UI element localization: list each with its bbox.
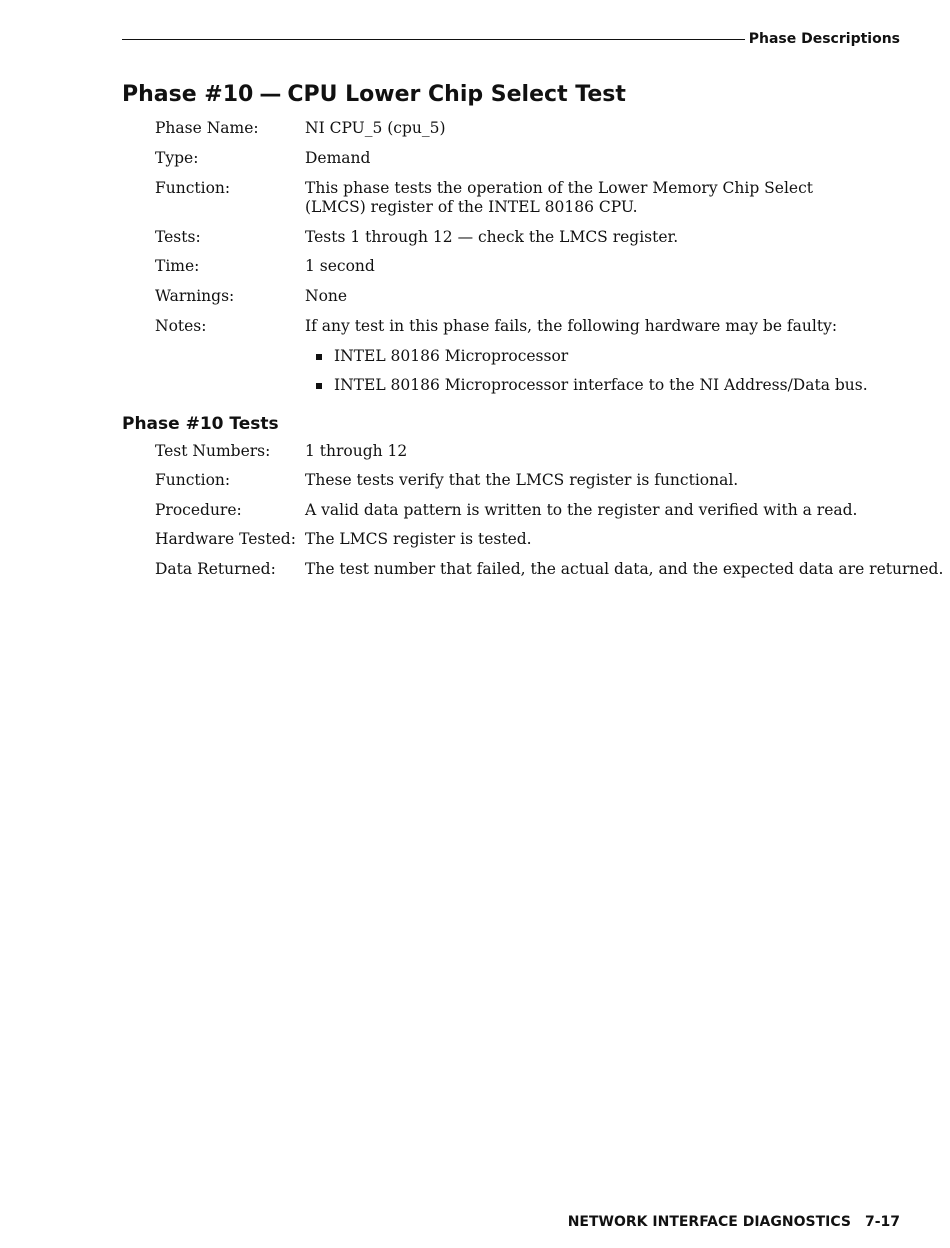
running-header: [122, 28, 900, 50]
footer-section: NETWORK INTERFACE DIAGNOSTICS: [567, 1214, 851, 1230]
field-label: Phase Name:: [155, 119, 259, 137]
header-section-title: Phase Descriptions: [748, 31, 900, 47]
field-value: The LMCS register is tested.: [305, 530, 532, 548]
field-row-function: [155, 179, 915, 217]
page-number: 7-17: [864, 1214, 900, 1230]
page-footer: [568, 1214, 900, 1230]
phase-title: CPU Lower Chip Select Test: [287, 82, 626, 107]
list-item: [305, 376, 868, 395]
square-bullet-icon: [316, 354, 322, 360]
field-label: Type:: [155, 149, 199, 167]
field-label: Tests:: [155, 228, 201, 246]
field-row-time: [155, 257, 915, 276]
phase-heading: [122, 82, 626, 107]
square-bullet-icon: [316, 383, 322, 389]
field-label: Time:: [155, 257, 200, 275]
field-row-warnings: [155, 287, 915, 306]
phase-number-label: Phase #10: [122, 82, 254, 107]
field-label: Procedure:: [155, 501, 242, 519]
field-value: 1 through 12: [305, 442, 408, 460]
header-rule: [122, 39, 745, 40]
field-label: Data Returned:: [155, 560, 276, 578]
field-value: 1 second: [305, 257, 375, 275]
field-label: Function:: [155, 179, 231, 197]
field-row-procedure: [155, 501, 915, 520]
field-value: These tests verify that the LMCS register is functional.: [305, 471, 739, 489]
field-row-hardware-tested: [155, 530, 915, 549]
field-label: Function:: [155, 471, 231, 489]
field-value: None: [305, 287, 348, 305]
bullet-text: INTEL 80186 Microprocessor: [334, 347, 569, 365]
field-row-data-returned: [155, 560, 944, 579]
tests-heading: Phase #10 Tests: [122, 414, 279, 434]
field-label: Notes:: [155, 317, 207, 335]
heading-dash: —: [259, 82, 282, 107]
field-value: This phase tests the operation of the Lower Memory Chip Select (LMCS) register of the INTEL 80186 CPU.: [305, 179, 813, 216]
field-row-function: [155, 471, 915, 490]
field-value: If any test in this phase fails, the following hardware may be faulty:: [305, 317, 838, 335]
field-row-test-numbers: [155, 442, 915, 461]
field-value: Tests 1 through 12 — check the LMCS register.: [305, 228, 679, 246]
field-label: Warnings:: [155, 287, 235, 305]
field-value: A valid data pattern is written to the register and verified with a read.: [305, 501, 858, 519]
field-row-notes: [155, 317, 915, 336]
bullet-text: INTEL 80186 Microprocessor interface to the NI Address/Data bus.: [334, 376, 868, 394]
field-label: Test Numbers:: [155, 442, 271, 460]
field-label: Hardware Tested:: [155, 530, 296, 548]
field-row-tests: [155, 228, 915, 247]
list-item: [305, 347, 568, 366]
field-value: NI CPU_5 (cpu_5): [305, 119, 446, 137]
field-row-type: [155, 149, 915, 168]
field-row-phase-name: [155, 119, 915, 138]
field-value: Demand: [305, 149, 371, 167]
field-value: The test number that failed, the actual data, and the expected data are returned.: [305, 560, 944, 578]
